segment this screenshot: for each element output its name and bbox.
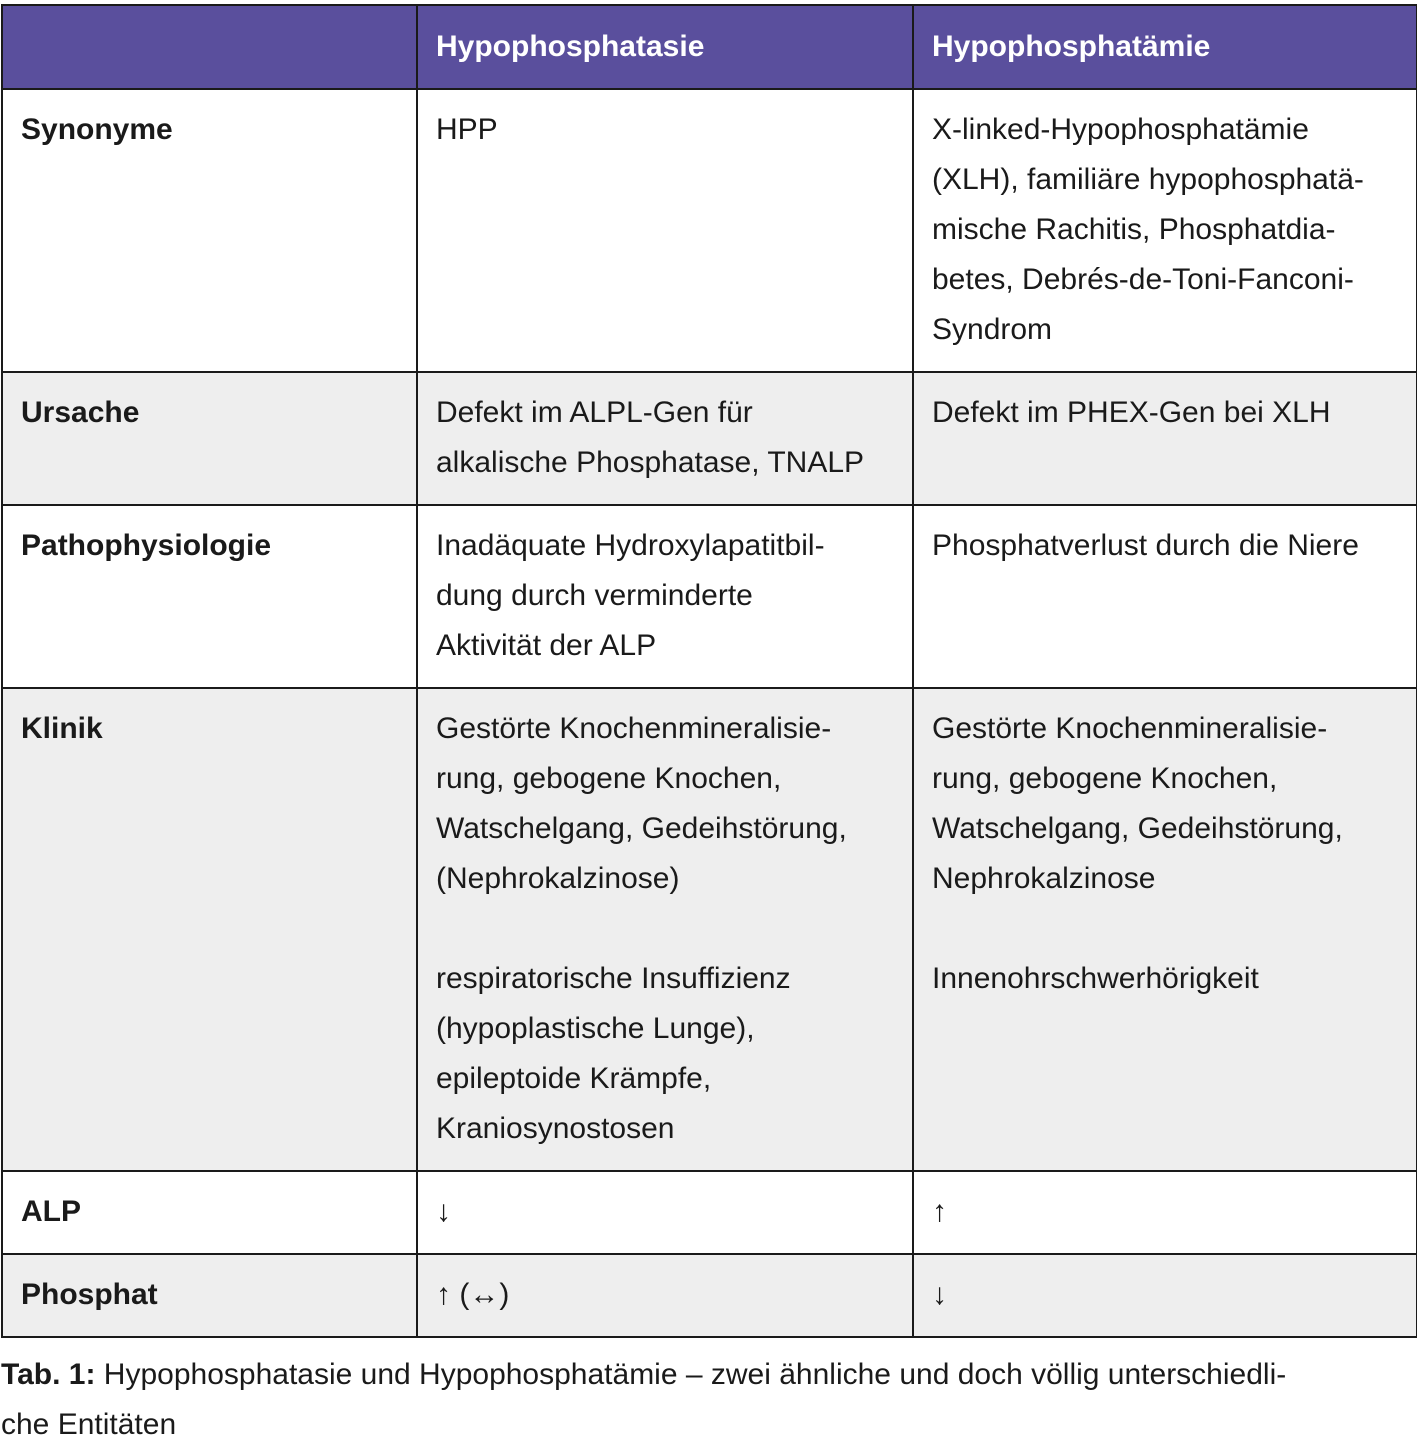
cell-hypophosphataemie: [913, 505, 1417, 688]
cell-line: Gestörte Knochenmineralisie-: [436, 712, 832, 745]
caption-text: Hypophosphatasie und Hypophosphatämie – zwei ähnliche und doch völlig unterschiedli-: [103, 1358, 1287, 1391]
table-row-phosphat: [2, 1254, 1417, 1337]
row-label: Pathophysiologie: [2, 505, 417, 688]
cell-line: (Nephrokalzinose): [436, 862, 680, 895]
table-row-klinik: [2, 688, 1417, 1171]
cell-hypophosphataemie: [913, 688, 1417, 1171]
cell-line: Watschelgang, Gedeihstörung,: [436, 812, 847, 845]
table-row-synonyme: [2, 89, 1417, 372]
caption-text-continued: che Entitäten: [1, 1408, 177, 1441]
cell-hypophosphatasie: [417, 372, 913, 505]
row-label: Klinik: [2, 688, 417, 1171]
arrow-down-icon: ↓: [932, 1278, 947, 1311]
paragraph-gap: [436, 904, 896, 954]
row-label: Synonyme: [2, 89, 417, 372]
cell-line: X-linked-Hypophosphatämie: [932, 113, 1309, 146]
table-row-ursache: [2, 372, 1417, 505]
header-hypophosphataemie: Hypophosphatämie: [913, 5, 1417, 89]
cell-line: Defekt im ALPL-Gen für: [436, 396, 753, 429]
table-row-pathophysiologie: [2, 505, 1417, 688]
header-hypophosphatasie: Hypophosphatasie: [417, 5, 913, 89]
cell-hypophosphatasie: [417, 89, 913, 372]
cell-hypophosphataemie: [913, 1254, 1417, 1337]
cell-hypophosphataemie: [913, 372, 1417, 505]
cell-line: Watschelgang, Gedeihstörung,: [932, 812, 1343, 845]
cell-line: Phosphatverlust durch die Niere: [932, 529, 1359, 562]
table-row-alp: [2, 1171, 1417, 1254]
cell-line: betes, Debrés-de-Toni-Fanconi-: [932, 263, 1354, 296]
cell-line: mische Rachitis, Phosphatdia-: [932, 213, 1336, 246]
cell-line: epileptoide Krämpfe,: [436, 1062, 712, 1095]
arrow-left-right-icon: (↔): [459, 1278, 510, 1311]
header-empty-cell: [2, 5, 417, 89]
cell-line: rung, gebogene Knochen,: [436, 762, 782, 795]
paragraph-gap: [932, 904, 1400, 954]
arrow-up-icon: ↑: [932, 1195, 947, 1228]
cell-hypophosphatasie: [417, 1254, 913, 1337]
cell-hypophosphataemie: [913, 1171, 1417, 1254]
cell-line: Inadäquate Hydroxylapatitbil-: [436, 529, 825, 562]
cell-line: dung durch verminderte: [436, 579, 753, 612]
cell-line: Kraniosynostosen: [436, 1112, 675, 1145]
cell-line: (hypoplastische Lunge),: [436, 1012, 755, 1045]
caption-label: Tab. 1:: [1, 1358, 96, 1391]
row-label: Ursache: [2, 372, 417, 505]
cell-line: (XLH), familiäre hypophosphatä-: [932, 163, 1364, 196]
cell-line: Syndrom: [932, 313, 1053, 346]
cell-line: Gestörte Knochenmineralisie-: [932, 712, 1328, 745]
cell-hypophosphatasie: [417, 505, 913, 688]
table-caption: [1, 1350, 1401, 1450]
row-label: Phosphat: [2, 1254, 417, 1337]
comparison-table: [1, 4, 1417, 1338]
cell-line: Innenohrschwerhörigkeit: [932, 962, 1259, 995]
cell-line: Nephrokalzinose: [932, 862, 1156, 895]
cell-hypophosphatasie: [417, 1171, 913, 1254]
cell-line: HPP: [436, 113, 498, 146]
cell-line: Defekt im PHEX-Gen bei XLH: [932, 396, 1331, 429]
arrow-down-icon: ↓: [436, 1195, 451, 1228]
table-header-row: [2, 5, 1417, 89]
cell-hypophosphataemie: [913, 89, 1417, 372]
cell-line: alkalische Phosphatase, TNALP: [436, 446, 865, 479]
row-label: ALP: [2, 1171, 417, 1254]
arrow-up-icon: ↑: [436, 1278, 451, 1311]
cell-line: rung, gebogene Knochen,: [932, 762, 1278, 795]
cell-hypophosphatasie: [417, 688, 913, 1171]
cell-line: respiratorische Insuffizienz: [436, 962, 791, 995]
cell-line: Aktivität der ALP: [436, 629, 657, 662]
